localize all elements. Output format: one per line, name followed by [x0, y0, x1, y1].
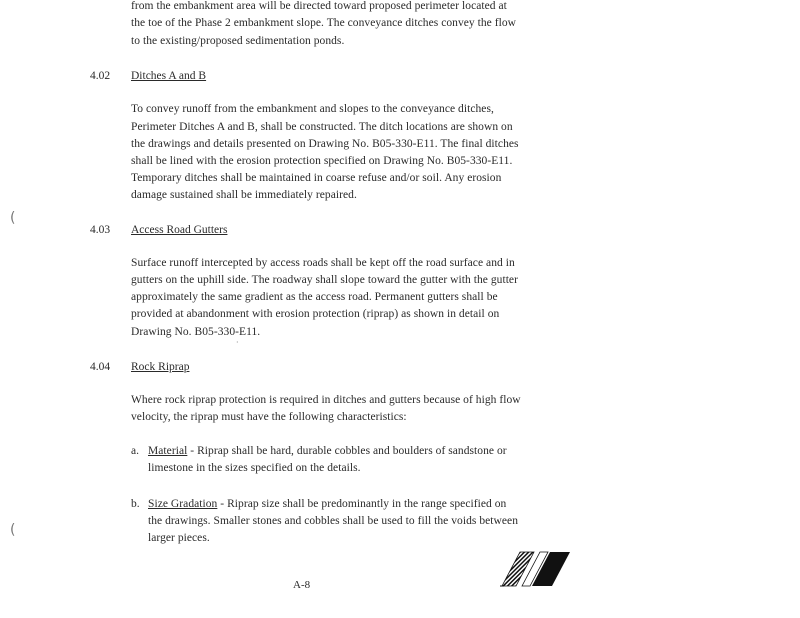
list-item-marker: b.	[131, 498, 140, 510]
page-number: A-8	[293, 579, 311, 591]
list-item-label: Size Gradation	[148, 498, 218, 510]
paragraph-line: limestone in the sizes specified on the details.	[148, 462, 361, 474]
list-item	[148, 497, 506, 511]
list-item	[148, 444, 507, 458]
paragraph-line: shall be lined with the erosion protection specified on Drawing No. B05-330-E11.	[131, 155, 513, 167]
list-item-text: - Riprap size shall be predominantly in the range specified on	[217, 498, 507, 510]
paragraph-line: larger pieces.	[148, 532, 210, 544]
paragraph-line: to the existing/proposed sedimentation ponds.	[131, 35, 345, 47]
paragraph-line: Drawing No. B05-330-E11.	[131, 326, 261, 338]
section-title: Rock Riprap	[131, 361, 190, 373]
paragraph-line: Where rock riprap protection is required in ditches and gutters because of high flow	[131, 394, 521, 406]
paragraph-line: Surface runoff intercepted by access roads shall be kept off the road surface and in	[131, 257, 515, 269]
section-title: Ditches A and B	[131, 70, 207, 82]
company-logo-icon	[500, 550, 572, 588]
paragraph-line: Temporary ditches shall be maintained in coarse refuse and/or soil. Any erosion	[131, 172, 502, 184]
section-number: 4.04	[90, 361, 111, 373]
paragraph-line: velocity, the riprap must have the following characteristics:	[131, 411, 407, 423]
list-item-text: - Riprap shall be hard, durable cobbles and boulders of sandstone or	[187, 445, 507, 457]
paragraph-line: To convey runoff from the embankment and slopes to the conveyance ditches,	[131, 103, 494, 115]
paragraph-line: the drawings. Smaller stones and cobbles shall be used to fill the voids between	[148, 515, 519, 527]
list-item-marker: a.	[131, 445, 139, 457]
section-number: 4.03	[90, 224, 111, 236]
paragraph-line: Perimeter Ditches A and B, shall be constructed. The ditch locations are shown on	[131, 121, 513, 133]
section-number: 4.02	[90, 70, 111, 82]
paragraph-line: gutters on the uphill side. The roadway shall slope toward the gutter with the gutter	[131, 274, 518, 286]
paragraph-line: approximately the same gradient as the access road. Permanent gutters shall be	[131, 291, 498, 303]
paragraph-line: the toe of the Phase 2 embankment slope. The conveyance ditches convey the flow	[131, 17, 517, 29]
speck-mark-icon: ·	[236, 338, 239, 347]
list-item-label: Material	[148, 445, 188, 457]
paragraph-line: damage sustained shall be immediately repaired.	[131, 189, 357, 201]
hole-punch-mark-icon: (	[10, 210, 16, 226]
paragraph-line: from the embankment area will be directed toward proposed perimeter located at	[131, 0, 507, 12]
hole-punch-mark-icon: (	[10, 522, 16, 538]
section-title: Access Road Gutters	[131, 224, 228, 236]
paragraph-line: the drawings and details presented on Drawing No. B05-330-E11. The final ditches	[131, 138, 519, 150]
paragraph-line: provided at abandonment with erosion protection (riprap) as shown in detail on	[131, 308, 500, 320]
